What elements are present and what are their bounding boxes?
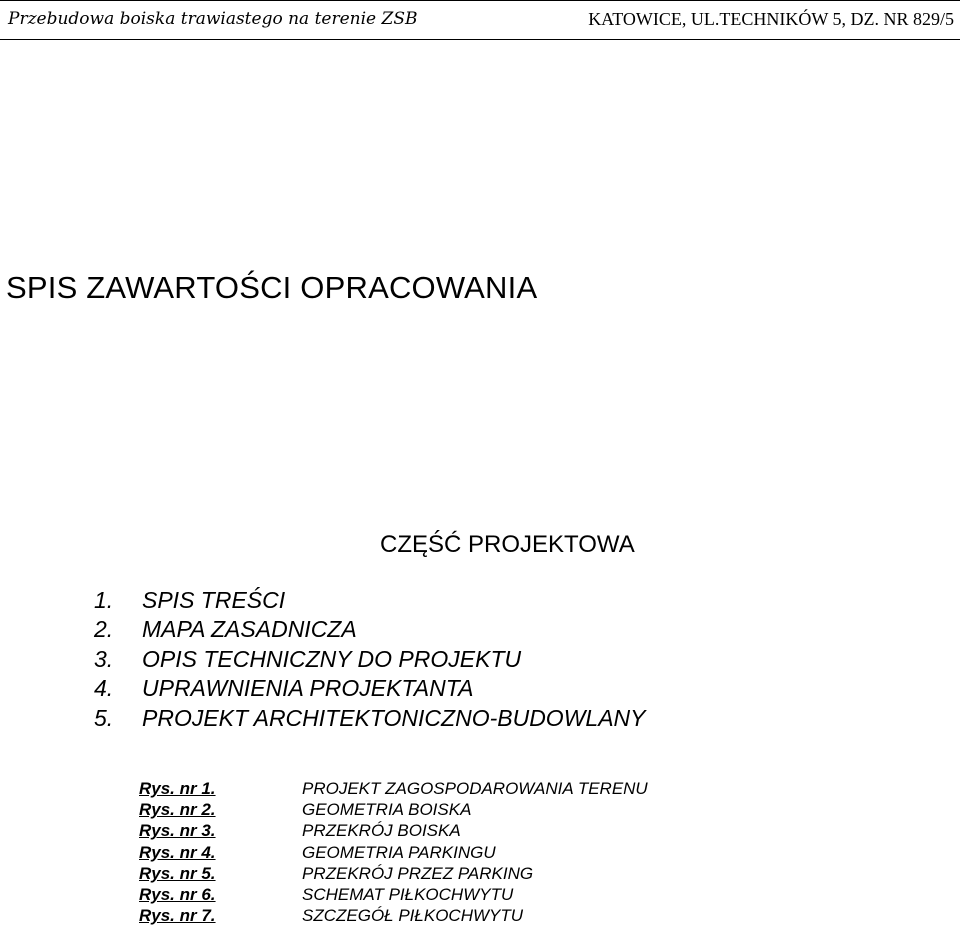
contents-item-number: 3. — [94, 645, 114, 672]
drawing-number: Rys. nr 7. — [139, 906, 216, 926]
drawing-title: GEOMETRIA BOISKA — [302, 800, 472, 820]
drawing-item — [139, 799, 648, 820]
document-title: SPIS ZAWARTOŚCI OPRACOWANIA — [6, 270, 538, 305]
contents-item — [94, 704, 645, 733]
drawing-number: Rys. nr 1. — [139, 779, 216, 798]
contents-item-number: 5. — [94, 704, 114, 731]
header-project-name: Przebudowa boiska trawiastego na terenie ZSB — [8, 9, 418, 29]
drawing-title: SZCZEGÓŁ PIŁKOCHWYTU — [302, 906, 524, 926]
part-title: CZĘŚĆ PROJEKTOWA — [380, 531, 635, 558]
drawing-title: PRZEKRÓJ BOISKA — [302, 821, 461, 841]
drawing-title: PRZEKRÓJ PRZEZ PARKING — [302, 863, 534, 883]
contents-item — [94, 645, 645, 674]
drawing-number: Rys. nr 3. — [139, 821, 216, 841]
contents-item-number: 1. — [94, 587, 114, 613]
drawing-number: Rys. nr 4. — [139, 842, 216, 862]
drawing-number: Rys. nr 6. — [139, 884, 216, 904]
contents-list — [94, 586, 645, 733]
drawing-item — [139, 778, 648, 799]
drawing-item — [139, 820, 648, 841]
contents-item-title: PROJEKT ARCHITEKTONICZNO-BUDOWLANY — [142, 704, 646, 731]
contents-item-number: 4. — [94, 675, 114, 702]
contents-item — [94, 615, 645, 644]
page-header — [0, 0, 960, 40]
drawing-title: PROJEKT ZAGOSPODAROWANIA TERENU — [302, 779, 648, 798]
drawing-number: Rys. nr 2. — [139, 800, 216, 820]
contents-item-title: SPIS TREŚCI — [142, 587, 286, 613]
contents-item-title: MAPA ZASADNICZA — [142, 616, 357, 643]
drawing-title: SCHEMAT PIŁKOCHWYTU — [302, 884, 514, 904]
contents-item — [94, 674, 645, 703]
drawing-item — [139, 905, 648, 926]
contents-item-number: 2. — [94, 616, 114, 643]
contents-item-title: UPRAWNIENIA PROJEKTANTA — [142, 675, 474, 702]
contents-item-title: OPIS TECHNICZNY DO PROJEKTU — [142, 645, 522, 672]
drawing-item — [139, 884, 648, 905]
drawing-number: Rys. nr 5. — [139, 863, 216, 883]
header-location: KATOWICE, UL.TECHNIKÓW 5, DZ. NR 829/5 — [588, 9, 954, 29]
drawing-item — [139, 863, 648, 884]
drawing-item — [139, 842, 648, 863]
drawing-title: GEOMETRIA PARKINGU — [302, 842, 496, 862]
contents-item — [94, 586, 645, 615]
drawings-list — [139, 778, 648, 926]
